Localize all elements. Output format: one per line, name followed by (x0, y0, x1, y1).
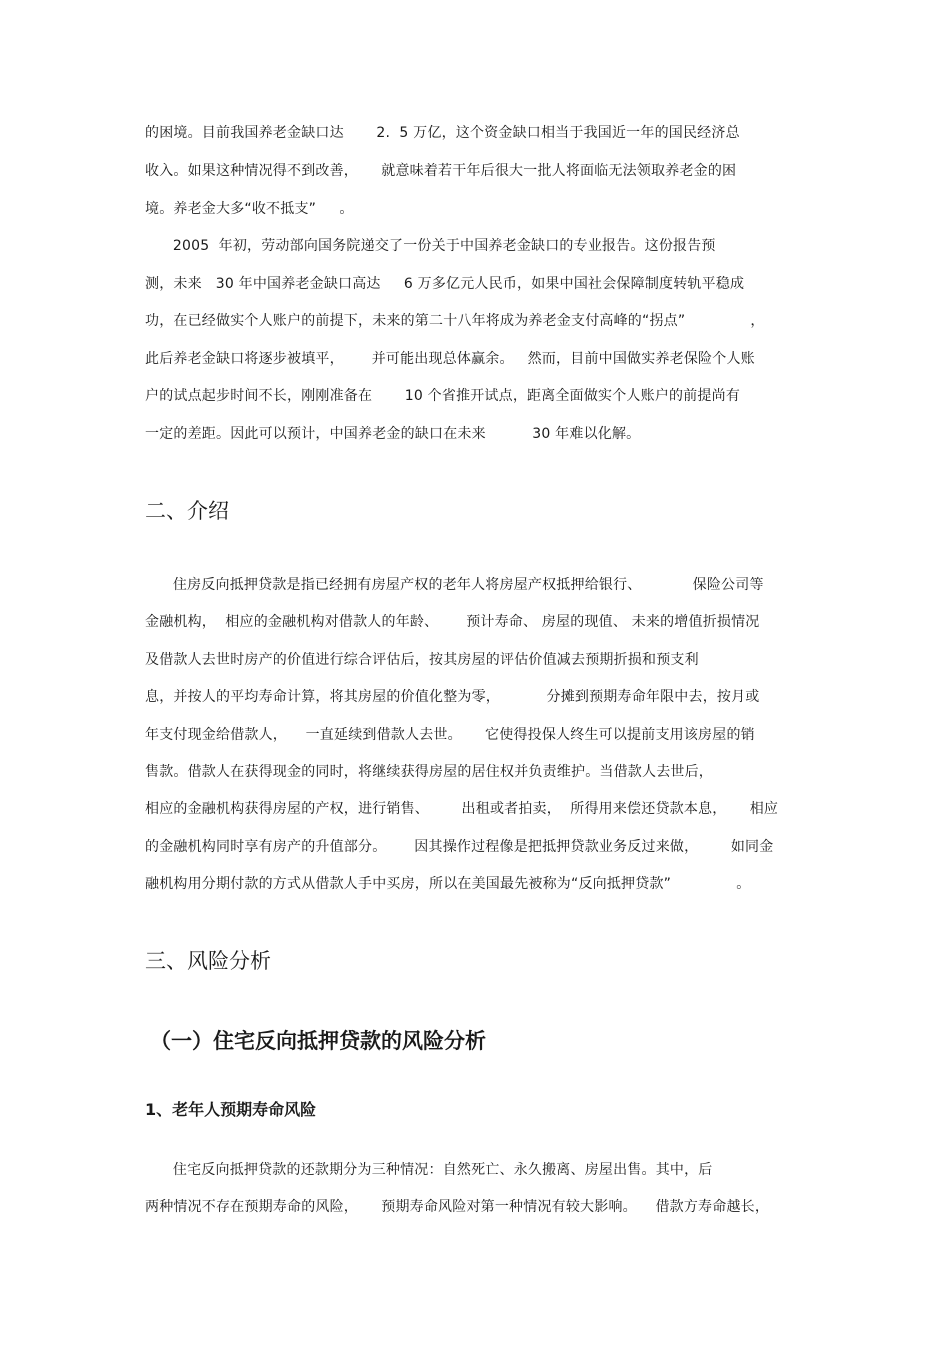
text-line: 住房反向抵押贷款是指已经拥有房屋产权的老年人将房屋产权抵押给银行、 保险公司等 (145, 577, 764, 593)
text-line: 金融机构， 相应的金融机构对借款人的年龄、 预计寿命、 房屋的现值、 未来的增值折损情况 (145, 614, 760, 630)
text-line: 2005 年初，劳动部向国务院递交了一份关于中国养老金缺口的专业报告。这份报告预 (145, 238, 716, 254)
section-heading-introduction: 二、介绍 (145, 499, 229, 523)
section-heading-risk-analysis: 三、风险分析 (145, 949, 271, 973)
text-line: 住宅反向抵押贷款的还款期分为三种情况：自然死亡、永久搬离、房屋出售。其中，后 (145, 1162, 713, 1178)
text-line: 此后养老金缺口将逐步被填平， 并可能出现总体赢余。 然而，目前中国做实养老保险个人账 (145, 351, 755, 367)
item-heading: 1、老年人预期寿命风险 (145, 1100, 317, 1119)
text-line: 两种情况不存在预期寿命的风险， 预期寿命风险对第一种情况有较大影响。 借款方寿命越长， (145, 1199, 770, 1215)
text-line: 测，未来 30 年中国养老金缺口高达 6 万多亿元人民币，如果中国社会保障制度转轨平稳成 (145, 276, 745, 292)
text-line: 户的试点起步时间不长，刚刚准备在 10 个省推开试点，距离全面做实个人账户的前提尚有 (145, 388, 741, 404)
text-line: 售款。借款人在获得现金的同时，将继续获得房屋的居住权并负责维护。当借款人去世后， (145, 764, 713, 780)
text-line: 的困境。目前我国养老金缺口达 2. 5 万亿，这个资金缺口相当于我国近一年的国民经济总 (145, 125, 740, 141)
text-line: 及借款人去世时房产的价值进行综合评估后，按其房屋的评估价值减去预期折损和预支利 (145, 652, 699, 668)
subsection-heading: （一）住宅反向抵押贷款的风险分析 (150, 1029, 486, 1053)
text-line: 一定的差距。因此可以预计，中国养老金的缺口在未来 30 年难以化解。 (145, 426, 641, 442)
text-line: 收入。如果这种情况得不到改善， 就意味着若干年后很大一批人将面临无法领取养老金的困 (145, 163, 737, 179)
text-line: 相应的金融机构获得房屋的产权，进行销售、 出租或者拍卖， 所得用来偿还贷款本息， 相应 (145, 801, 779, 817)
text-line: 境。养老金大多“收不抵支” 。 (145, 201, 354, 217)
text-line: 年支付现金给借款人， 一直延续到借款人去世。 它使得投保人终生可以提前支用该房屋的销 (145, 727, 755, 743)
text-line: 的金融机构同时享有房产的升值部分。 因其操作过程像是把抵押贷款业务反过来做， 如同金 (145, 839, 774, 855)
text-line: 功，在已经做实个人账户的前提下，未来的第二十八年将成为养老金支付高峰的“拐点” ， (145, 313, 765, 329)
text-line: 息，并按人的平均寿命计算，将其房屋的价值化整为零， 分摊到预期寿命年限中去，按月或 (145, 689, 760, 705)
text-line: 融机构用分期付款的方式从借款人手中买房，所以在美国最先被称为“反向抵押贷款” 。 (145, 876, 751, 892)
